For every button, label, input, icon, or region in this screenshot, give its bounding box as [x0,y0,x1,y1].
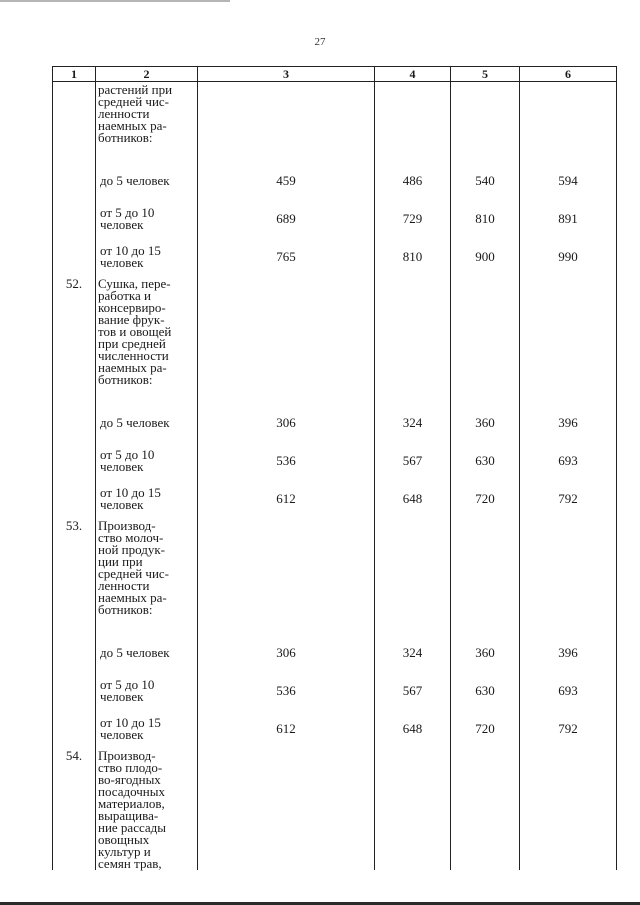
cell-col3: 612 [198,710,375,748]
cell-col6: 891 [520,200,617,238]
table-body [53,82,617,871]
table-row-group-head [53,276,617,404]
cell-col4: 648 [375,480,451,518]
cell-col4: 324 [375,404,451,442]
cell-col6: 792 [520,480,617,518]
page-number: 27 [314,36,326,48]
cell-col6: 693 [520,442,617,480]
cell-col5: 720 [451,480,520,518]
cell-col6: 990 [520,238,617,276]
cell-col6: 396 [520,634,617,672]
table-row [53,404,617,442]
table-row [53,162,617,200]
activity-name-text: Производ- ство молоч- ной продук- ции при средней чис- ленности наемных ра- ботников: [98,518,170,617]
activity-name [96,748,198,870]
cell-col5: 540 [451,162,520,200]
table-row [53,200,617,238]
table-row [53,634,617,672]
activity-name-text: Производ- ство плодо- во-ягодных посадочных материалов, выращива- ние рассады овощных культур и семян трав, [98,748,167,871]
cell-col3: 536 [198,672,375,710]
col-header-5: 5 [451,67,520,82]
scan-smudge [0,0,230,2]
col-header-1: 1 [53,67,96,82]
col-header-4: 4 [375,67,451,82]
col-header-6: 6 [520,67,617,82]
row-label: от 10 до 15 человек [96,480,198,518]
activity-name [96,276,198,404]
table-row [53,672,617,710]
row-label: от 10 до 15 человек [96,710,198,748]
table-row [53,480,617,518]
row-label: до 5 человек [96,404,198,442]
cell-col6: 792 [520,710,617,748]
row-label: от 5 до 10 человек [96,672,198,710]
cell-col3: 306 [198,404,375,442]
row-number: 53. [53,518,96,634]
row-label: от 5 до 10 человек [96,442,198,480]
cell-col6: 693 [520,672,617,710]
cell-col4: 324 [375,634,451,672]
cell-col3: 689 [198,200,375,238]
cell-col3: 612 [198,480,375,518]
row-label: до 5 человек [96,634,198,672]
header-row [53,67,617,82]
cell-col5: 360 [451,404,520,442]
activity-name [96,518,198,634]
activity-name [96,82,198,163]
tariff-table-container [52,66,616,871]
table-row-group-head [53,748,617,870]
tariff-table [52,66,617,870]
cell-col5: 630 [451,442,520,480]
row-label: от 5 до 10 человек [96,200,198,238]
cell-col4: 567 [375,442,451,480]
cell-col4: 810 [375,238,451,276]
cell-col6: 396 [520,404,617,442]
cell-col3: 765 [198,238,375,276]
cell-col3: 459 [198,162,375,200]
cell-col5: 630 [451,672,520,710]
table-row [53,238,617,276]
col-header-3: 3 [198,67,375,82]
row-number: 54. [53,748,96,870]
cell-col3: 536 [198,442,375,480]
row-label: до 5 человек [96,162,198,200]
cell-col3: 306 [198,634,375,672]
cell-col4: 729 [375,200,451,238]
table-row-group-head [53,518,617,634]
row-number [53,82,96,163]
cell-col5: 720 [451,710,520,748]
cell-col4: 648 [375,710,451,748]
cell-col4: 486 [375,162,451,200]
cell-col6: 594 [520,162,617,200]
cell-col4: 567 [375,672,451,710]
table-row-group-head [53,82,617,163]
row-label: от 10 до 15 человек [96,238,198,276]
activity-name-text: Сушка, пере- работка и консервиро- вание фрук- тов и овощей при средней численности наемных ра- ботников: [98,276,172,387]
table-row [53,710,617,748]
cell-col5: 360 [451,634,520,672]
cell-col5: 810 [451,200,520,238]
row-number: 52. [53,276,96,404]
cell-col5: 900 [451,238,520,276]
col-header-2: 2 [96,67,198,82]
activity-name-text: растений при средней чис- ленности наемных ра- ботников: [98,82,173,145]
table-row [53,442,617,480]
